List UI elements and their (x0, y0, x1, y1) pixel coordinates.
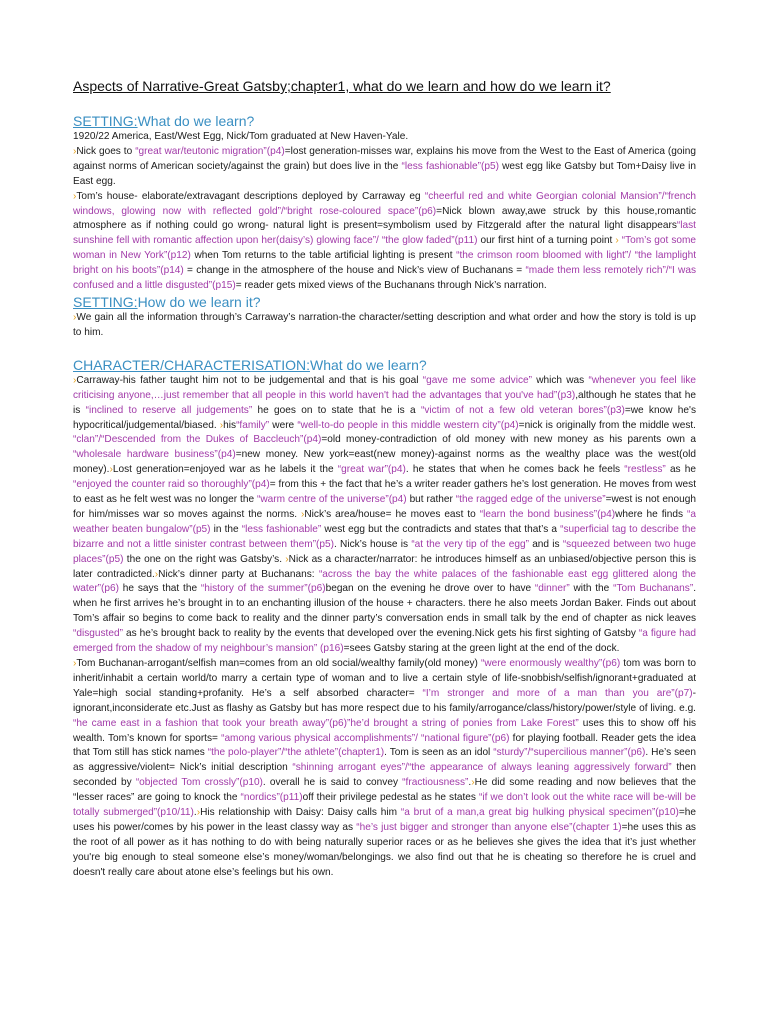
paragraph (73, 374, 696, 657)
section-heading-label: SETTING: (73, 293, 138, 310)
chevron-right-icon: › (615, 235, 619, 247)
body-text: west egg but the contradicts and states that that’s a (321, 523, 561, 535)
quote-text: “last sunshine fell with romantic affection upon her(daisy’s) glowing face”/ “the glow faded”(p11) (73, 220, 696, 247)
body-text: tom was born to inherit/inhabit a certain world/to marry a certain type of woman and to live a certain style of life-snobbish/selfish/ignorant+graduated at Yale=high social standing+profanity. He’s a self absorbed character= (73, 658, 696, 699)
quote-text: “restless” (624, 464, 666, 476)
body-text: 1920/22 America, East/West Egg, Nick/Tom graduated at New Haven-Yale. (73, 131, 409, 142)
body-text: He did some reading and now believes that the “lesser races” are going to knock the (73, 777, 697, 804)
body-text: =he uses his power/comes by his power in the least classy way as (73, 807, 696, 833)
section-heading (73, 113, 696, 130)
quote-text: “less fashionable” (241, 523, 322, 535)
body-text: . (193, 807, 197, 819)
quote-text: “enjoyed the counter raid so thoroughly”(p4) (73, 479, 270, 491)
quote-text: “fractiousness” (402, 777, 469, 789)
body-text: Lost generation=enjoyed war as he labels it the (112, 464, 338, 476)
quote-text: “shinning arrogant eyes”/“the appearance of always leaning aggressively forward” (292, 762, 672, 774)
body-text: Nick as a character/narrator: he introduces himself as an unbiased/objective person this is later contradicted. (73, 553, 696, 580)
quote-text: “squeezed between two huge places”(p5) (73, 538, 696, 565)
quote-text: “were enormously wealthy”(p6) (481, 658, 621, 669)
body-text: . overall he is said to convey (262, 777, 403, 789)
body-text: off their privilege pedestal as he states (302, 792, 479, 804)
body-text: as he’s brought back to reality by the events that developed over the evening.Nick gets his first sighting of Gatsby (122, 628, 639, 640)
body-text: We gain all the information through’s Carraway’s narration-the character/setting description and what order and how the story is told is up to him. (73, 311, 696, 338)
body-text: when Tom returns to the table artificial lighting is present (190, 250, 457, 262)
chevron-right-icon: › (73, 311, 77, 323)
body-text: Nick goes to (76, 145, 136, 157)
body-text: . He’s seen as aggressive/violent= Nick’s initial description (73, 747, 696, 774)
quote-text: “sturdy”/“supercilious manner”(p6) (493, 747, 646, 759)
body-text: he goes on to state that he is a (252, 404, 421, 416)
quote-text: “warm centre of the universe”(p4) (257, 494, 407, 506)
section-heading-label: SETTING: (73, 113, 138, 129)
quote-text: “the polo-player”/“the athlete”(chapter1) (207, 747, 385, 759)
body-text: Carraway-his father taught him not to be judgemental and that is his goal (76, 374, 423, 386)
section-heading-question: What do we learn? (309, 356, 427, 373)
body-text: = change in the atmosphere of the house and Nick’s view of Buchanans = (183, 265, 526, 277)
quote-text: “history of the summer”(p6) (200, 583, 326, 595)
quote-text: “objected Tom crossly”(p10) (135, 777, 263, 789)
quote-text: “inclined to reserve all judgements” (85, 404, 253, 416)
quote-text: “family” (236, 419, 270, 431)
body-text: =sees Gatsby staring at the green light at the end of the dock. (343, 643, 620, 655)
chevron-right-icon: › (73, 145, 77, 157)
body-text: =he uses this as the root of all power as it has nothing to do with being naturally superior races or as he believes she gives the idea that it’s just whether you're big enough to steal someone else’s money/woman/belongings. we also find out that he is cheating so therefore he is cruel and doesn't really care about atone else’s feelings but his own. (73, 821, 696, 878)
quote-text: “the crimson room bloomed with light”/ “the lamplight bright on his boots”(p14) (73, 250, 696, 277)
quote-text: “dinner” (534, 583, 570, 595)
body-text: he says that the (119, 583, 201, 595)
chevron-right-icon: › (109, 464, 113, 476)
body-text: =new money. New york=east(new money)-against norms as the wealthy place was the west(old money). (73, 449, 696, 476)
body-text: =old money-contradiction of old money with new money as his parents own a (321, 434, 697, 446)
chevron-right-icon: › (219, 419, 224, 431)
body-text: . Nick’s house is (334, 538, 412, 550)
quote-text: “he’s just bigger and stronger than anyone else”(chapter 1) (356, 821, 622, 833)
quote-text: “superficial tag to describe the bizarre and not a little sinister contrast between them”(p5) (73, 523, 697, 550)
paragraph (73, 311, 696, 341)
chevron-right-icon: › (196, 807, 201, 819)
quote-text: “cheerful red and white Georgian colonial Mansion”/“french windows, glowing now with reflected gold”/“bright rose-coloured space”(p6) (73, 190, 696, 217)
quote-text: “gave me some advice” (422, 374, 532, 386)
paragraph (73, 145, 696, 190)
section-heading-question: How do we learn it? (137, 293, 261, 310)
section-gap (73, 341, 696, 357)
quote-text: “the ragged edge of the universe” (455, 494, 606, 506)
paragraph (73, 130, 696, 145)
section-heading-question: What do we learn? (137, 113, 255, 129)
body-text: = from this + the fact that he’s a writer reader gathers he’s lost generation. He moves from west to east as he felt west was no longer the (73, 479, 696, 506)
body-text: . (468, 777, 472, 789)
paragraph (73, 190, 696, 294)
body-text: = reader gets mixed views of the Buchanans through Nick’s narration. (235, 280, 547, 292)
quote-text: “victim of not a few old veteran bores”(p3) (420, 404, 625, 416)
body-text: which was (531, 374, 589, 386)
paragraph (73, 657, 696, 881)
quote-text: “well-to-do people in this middle western city”(p4) (297, 419, 519, 431)
document-body (73, 113, 696, 881)
quote-text: “great war”(p4) (337, 464, 406, 476)
body-text: west egg like Gatsby but Tom+Daisy live in East egg. (73, 160, 697, 187)
body-text: His relationship with Daisy: Daisy calls him (200, 807, 401, 819)
quote-text: “clan”/“Descended from the Dukes of Baccleuch”(p4) (73, 434, 322, 446)
quote-text: “across the bay the white palaces of the fashionable east egg glittered along the water”(p6) (73, 568, 697, 595)
body-text: . when he first arrives he’s brought in to an enchanting illusion of the house + characters. there he also meets Jordan Baker. Finds out about Tom’s affair so begins to come back to reality and the dinner party’s conversation ends in small talk by the end of chapter as nick leaves (73, 583, 697, 625)
quote-text: “nordics”(p11) (240, 792, 303, 804)
body-text: Tom Buchanan-arrogant/selfish man=comes from an old social/wealthy family(old money) (76, 658, 482, 669)
body-text: began on the evening he drove over to have (325, 583, 535, 595)
quote-text: “made them less remotely rich”/“I was confused and a little disgusted”(p15) (73, 265, 696, 292)
body-text: -ignorant,inconsiderate etc.Just as flashy as Gatsby but has more respect due to his family/arrogance/class/history/power/style of living. e.g. (73, 687, 696, 714)
body-text: as he (665, 464, 696, 476)
quote-text: “he came east in a fashion that took your breath away”(p6)”he’d brought a string of ponies from Lake Forest” (73, 717, 579, 729)
chevron-right-icon: › (73, 658, 77, 669)
body-text: our first hint of a turning point (477, 235, 616, 247)
quote-text: “Tom’s got some woman in New York”(p12) (73, 235, 697, 262)
body-text: and is (528, 538, 563, 550)
body-text: Nick’s dinner party at Buchanans: (158, 568, 319, 580)
body-text: =lost generation-misses war, explains his move from the West to the East of America (going against norms of American society/against the grain) but does live in the (73, 145, 696, 172)
quote-text: “a weather beaten bungalow”(p5) (73, 508, 696, 535)
body-text: =nick is originally from the middle west. (518, 419, 696, 431)
section-heading (73, 357, 696, 374)
body-text: Nick’s area/house= he moves east to (304, 508, 480, 520)
body-text: =west is not enough for him/misses war so moves against the norms. (73, 494, 696, 520)
quote-text: “a brut of a man,a great big hulking physical specimen”(p10) (400, 807, 679, 819)
body-text: where he finds (615, 508, 687, 520)
quote-text: “disgusted” (73, 628, 123, 640)
chevron-right-icon: › (73, 190, 77, 202)
quote-text: “Tom Buchanans” (613, 583, 694, 595)
quote-text: “a figure had emerged from the shadow of my neighbour’s mansion” (p16) (73, 628, 696, 655)
body-text: his (223, 419, 237, 431)
body-text: =Nick blown away,awe struck by this house,romantic atmosphere as if nothing could go wrong- natural light is present=symbolism used by Fitzgerald after the natural light disappears (73, 205, 696, 232)
quote-text: “if we don’t look out the white race will be-will be totally submerged”(p10/11) (73, 792, 696, 819)
body-text: uses this to show off his wealth. Tom’s known for sports= (73, 717, 697, 744)
body-text: with the (569, 583, 614, 595)
body-text: =we know he's hypocritical/judgemental/biased. (73, 404, 697, 431)
chevron-right-icon: › (285, 553, 289, 565)
quote-text: “learn the bond business”(p4) (479, 508, 616, 520)
body-text: then seconded by (73, 762, 697, 789)
document-title: Aspects of Narrative-Great Gatsby;chapter1, what do we learn and how do we learn it? (73, 78, 611, 94)
body-text: were (269, 419, 298, 431)
quote-text: “at the very tip of the egg” (411, 538, 529, 550)
body-text: . he states that when he comes back he feels (405, 464, 625, 476)
quote-text: “among various physical accomplishments”/ “national figure”(p6) (221, 732, 510, 744)
chevron-right-icon: › (154, 568, 159, 580)
body-text: in the (210, 523, 242, 535)
chevron-right-icon: › (301, 508, 305, 520)
body-text: but rather (406, 494, 456, 506)
quote-text: “whenever you feel like criticising anyone,…just remember that all people in this world haven't had the advantages that you've had”(p3) (73, 374, 696, 401)
chevron-right-icon: › (471, 777, 475, 789)
body-text: the one on the right was Gatsby’s. (123, 553, 286, 565)
quote-text: “wholesale hardware business”(p4) (73, 449, 236, 461)
section-heading (73, 294, 696, 311)
quote-text: “I’m stronger and more of a man than you are”(p7) (422, 687, 693, 699)
quote-text: “less fashionable”(p5) (401, 160, 499, 172)
body-text: . Tom is seen as an idol (384, 747, 494, 759)
chevron-right-icon: › (73, 374, 77, 386)
quote-text: “great war/teutonic migration”(p4) (135, 145, 285, 157)
body-text: Tom’s house- elaborate/extravagant descriptions deployed by Carraway eg (76, 190, 425, 202)
section-heading-label: CHARACTER/CHARACTERISATION: (73, 356, 310, 373)
body-text: for playing football. Reader gets the idea that Tom still has stick names (73, 732, 696, 759)
body-text: ,although he states that he is (73, 389, 696, 416)
